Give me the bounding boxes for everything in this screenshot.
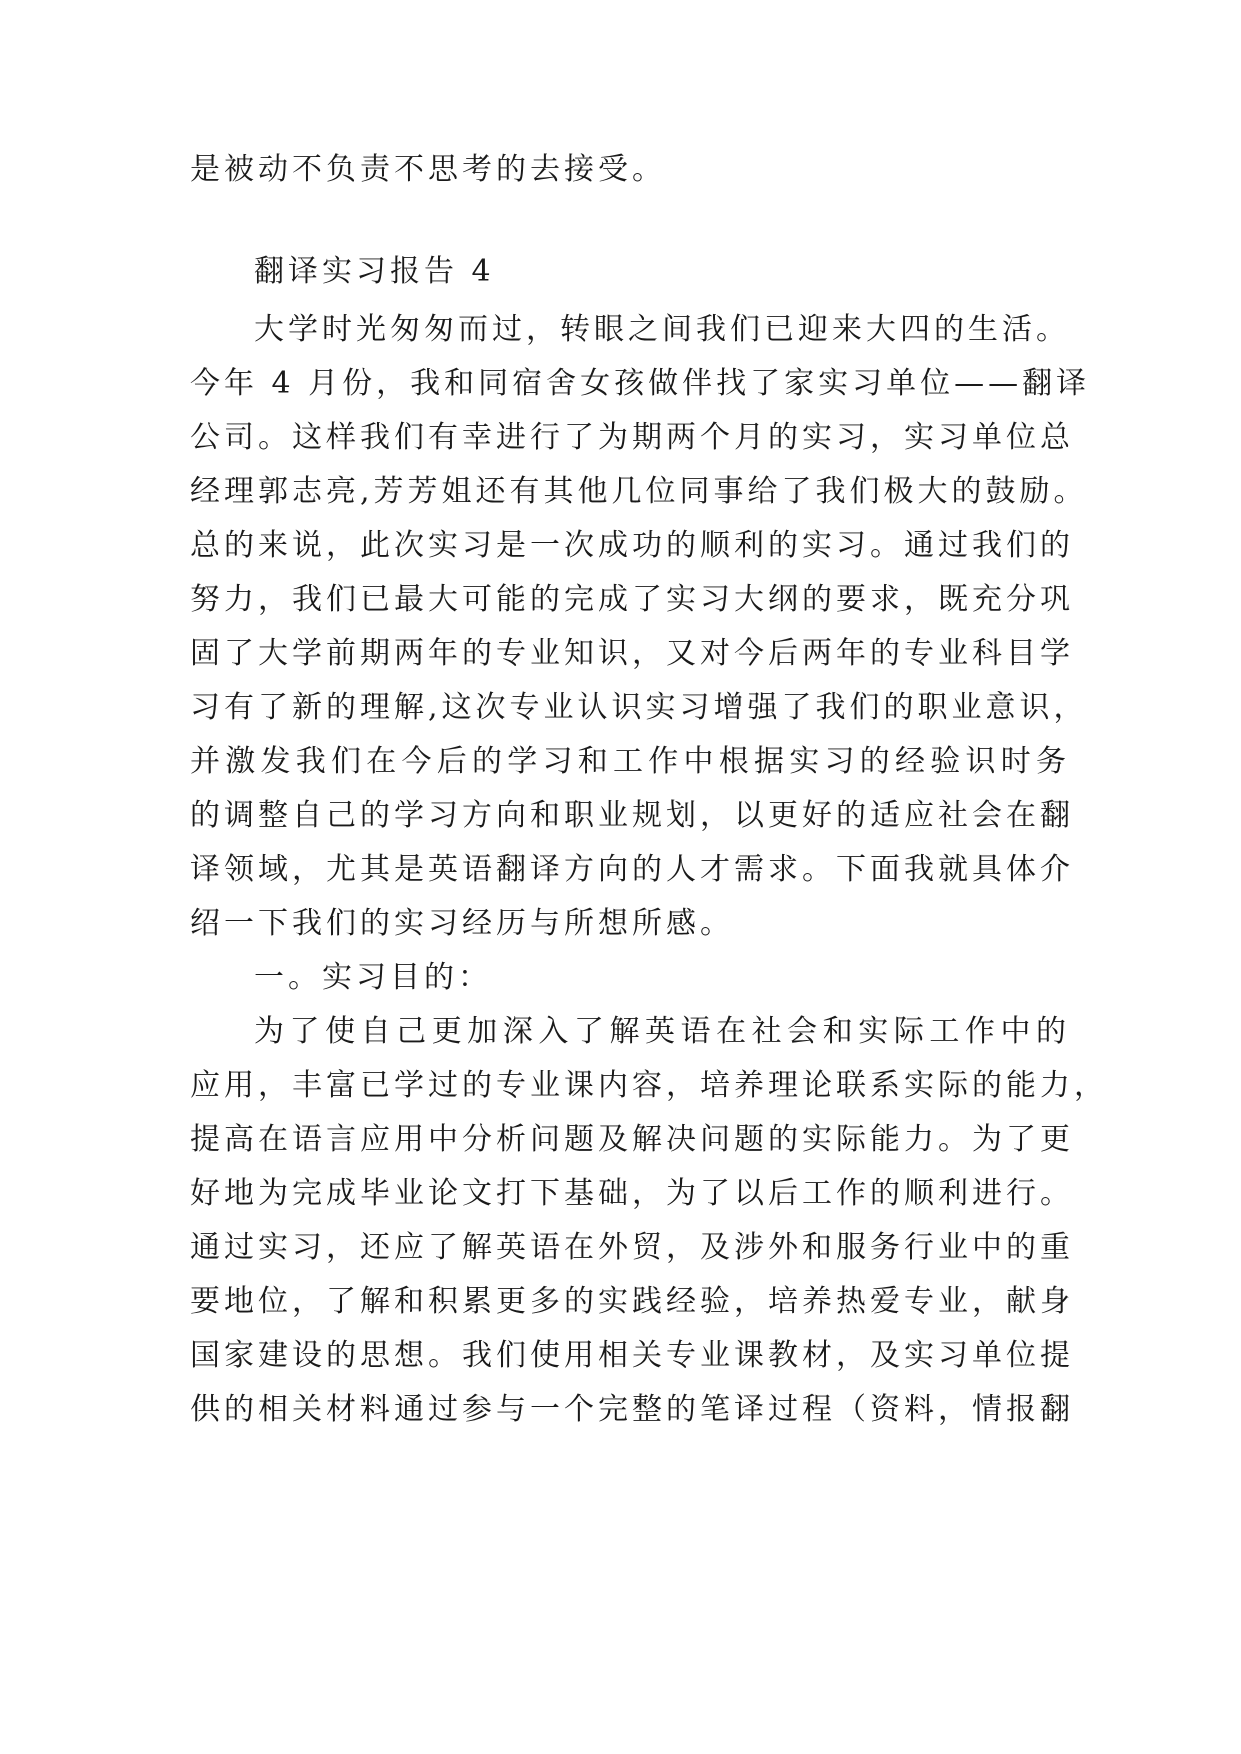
paragraph-line: 国家建设的思想。我们使用相关专业课教材，及实习单位提 [190,1338,1074,1373]
paragraph-line: 要地位，了解和积累更多的实践经验，培养热爱专业，献身 [190,1284,1074,1319]
paragraph-line: 今年 4 月份，我和同宿舍女孩做伴找了家实习单位——翻译 [190,366,1091,401]
paragraph-line: 通过实习，还应了解英语在外贸，及涉外和服务行业中的重 [190,1230,1074,1265]
paragraph-line: 大学时光匆匆而过，转眼之间我们已迎来大四的生活。 [254,312,1070,347]
paragraph-line: 提高在语言应用中分析问题及解决问题的实际能力。为了更 [190,1122,1074,1157]
paragraph-line: 努力，我们已最大可能的完成了实习大纲的要求，既充分巩 [190,582,1074,617]
section-heading: 一。实习目的： [254,960,492,995]
paragraph-line: 固了大学前期两年的专业知识，又对今后两年的专业科目学 [190,636,1074,671]
paragraph-line: 是被动不负责不思考的去接受。 [190,152,666,187]
paragraph-line: 总的来说，此次实习是一次成功的顺利的实习。通过我们的 [190,528,1074,563]
paragraph-line: 公司。这样我们有幸进行了为期两个月的实习，实习单位总 [190,420,1074,455]
paragraph-line: 经理郭志亮,芳芳姐还有其他几位同事给了我们极大的鼓励。 [190,474,1088,509]
paragraph-line: 译领域，尤其是英语翻译方向的人才需求。下面我就具体介 [190,852,1074,887]
paragraph-line: 绍一下我们的实习经历与所想所感。 [190,906,734,941]
paragraph-line: 为了使自己更加深入了解英语在社会和实际工作中的 [254,1014,1070,1049]
paragraph-line: 并激发我们在今后的学习和工作中根据实习的经验识时务 [190,744,1070,779]
paragraph-line: 应用，丰富已学过的专业课内容，培养理论联系实际的能力， [190,1068,1108,1103]
paragraph-line: 供的相关材料通过参与一个完整的笔译过程（资料，情报翻 [190,1392,1074,1427]
paragraph-line: 好地为完成毕业论文打下基础，为了以后工作的顺利进行。 [190,1176,1074,1211]
section-heading: 翻译实习报告 4 [254,254,495,289]
paragraph-line: 的调整自己的学习方向和职业规划，以更好的适应社会在翻 [190,798,1074,833]
paragraph-line: 习有了新的理解,这次专业认识实习增强了我们的职业意识， [190,690,1088,725]
